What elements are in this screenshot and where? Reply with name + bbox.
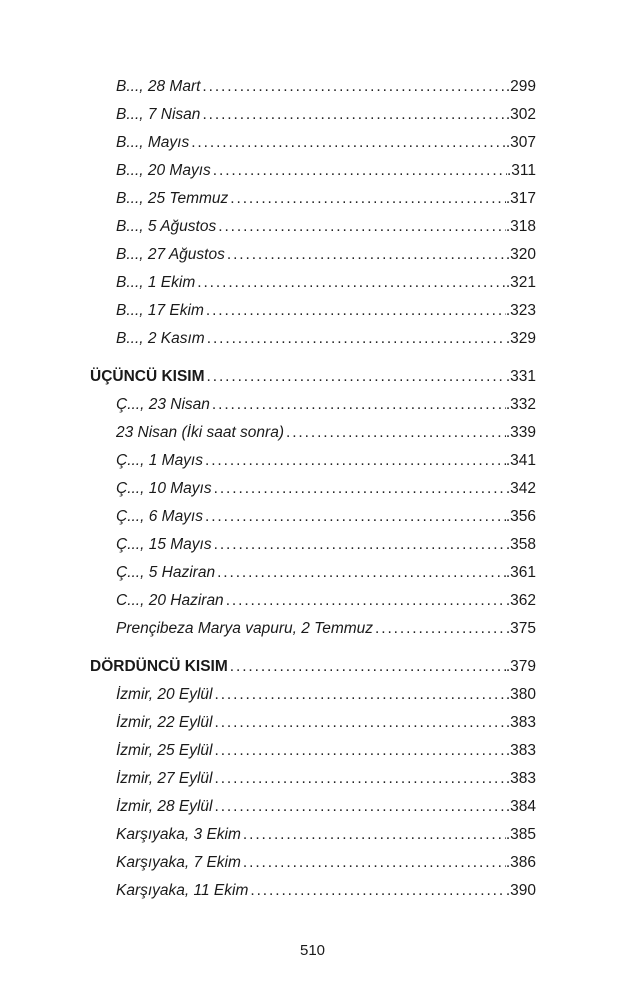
dot-leader	[228, 189, 506, 209]
entry-title: İzmir, 22 Eylül	[116, 714, 213, 731]
entry-page: .323	[505, 302, 536, 319]
dot-leader	[200, 77, 505, 97]
toc-entry	[116, 591, 536, 613]
entry-title: B..., 20 Mayıs	[116, 162, 211, 179]
entry-page: .356	[505, 508, 536, 525]
dot-leader	[211, 161, 507, 181]
dot-leader	[212, 713, 505, 733]
toc-entry	[116, 563, 536, 585]
page-number: 510	[299, 942, 326, 959]
toc-entry	[116, 619, 536, 641]
toc-entry	[116, 797, 536, 819]
part-heading	[90, 657, 536, 679]
part-title: ÜÇÜNCÜ KISIM	[90, 368, 205, 385]
dot-leader	[212, 741, 505, 761]
dot-leader	[228, 657, 506, 677]
toc-entry	[116, 329, 536, 351]
entry-title: Ç..., 1 Mayıs	[116, 452, 203, 469]
entry-page: .342	[505, 480, 536, 497]
entry-page: .320	[505, 246, 536, 263]
entry-page: .390	[505, 882, 536, 899]
dot-leader	[205, 367, 506, 387]
entry-title: İzmir, 25 Eylül	[116, 742, 213, 759]
toc-entry	[116, 77, 536, 99]
entry-page: .318	[505, 218, 536, 235]
entry-page: .341	[505, 452, 536, 469]
dot-leader	[373, 619, 506, 639]
entry-page: .380	[505, 686, 536, 703]
entry-page: .379	[505, 658, 536, 675]
entry-title: B..., 1 Ekim	[116, 274, 196, 291]
toc-entry	[116, 273, 536, 295]
toc-entry	[116, 217, 536, 239]
dot-leader	[189, 133, 506, 153]
toc-entry	[116, 189, 536, 211]
toc-entry	[116, 713, 536, 735]
dot-leader	[200, 105, 505, 125]
entry-title: B..., Mayıs	[116, 134, 190, 151]
entry-title: İzmir, 27 Eylül	[116, 770, 213, 787]
entry-title: Ç..., 23 Nisan	[116, 396, 210, 413]
entry-page: .317	[505, 190, 536, 207]
entry-title: B..., 25 Temmuz	[116, 190, 229, 207]
toc-entry	[116, 741, 536, 763]
entry-page: .331	[505, 368, 536, 385]
toc-entry	[116, 133, 536, 155]
entry-title: İzmir, 20 Eylül	[116, 686, 213, 703]
entry-page: .385	[505, 826, 536, 843]
entry-title: B..., 5 Ağustos	[116, 218, 217, 235]
entry-title: Karşıyaka, 3 Ekim	[116, 826, 241, 843]
toc-entry	[116, 105, 536, 127]
entry-page: .311	[506, 162, 536, 179]
part-heading	[90, 367, 536, 389]
entry-title: B..., 2 Kasım	[116, 330, 205, 347]
entry-page: .362	[505, 592, 536, 609]
entry-title: Karşıyaka, 11 Ekim	[116, 882, 249, 899]
dot-leader	[212, 797, 505, 817]
entry-page: .339	[505, 424, 536, 441]
entry-title: C..., 20 Haziran	[116, 592, 224, 609]
toc-entry	[116, 685, 536, 707]
toc-entry	[116, 535, 536, 557]
toc-entry	[116, 479, 536, 501]
entry-title: Ç..., 5 Haziran	[116, 564, 216, 581]
dot-leader	[204, 301, 506, 321]
dot-leader	[203, 507, 506, 527]
entry-page: .332	[505, 396, 536, 413]
part-title: DÖRDÜNCÜ KISIM	[90, 658, 228, 675]
dot-leader	[215, 563, 506, 583]
toc-entry	[116, 423, 536, 445]
entry-page: .329	[505, 330, 536, 347]
toc-entry	[116, 451, 536, 473]
toc-entry	[116, 301, 536, 323]
entry-title: Ç..., 15 Mayıs	[116, 536, 212, 553]
entry-page: .307	[505, 134, 536, 151]
entry-title: B..., 27 Ağustos	[116, 246, 225, 263]
dot-leader	[195, 273, 506, 293]
entry-page: .383	[505, 770, 536, 787]
dot-leader	[284, 423, 506, 443]
dot-leader	[241, 853, 506, 873]
entry-page: .383	[505, 742, 536, 759]
entry-page: .358	[505, 536, 536, 553]
dot-leader	[224, 591, 506, 611]
entry-page: .386	[505, 854, 536, 871]
entry-page: .384	[505, 798, 536, 815]
entry-title: 23 Nisan (İki saat sonra)	[116, 424, 284, 441]
toc-entry	[116, 507, 536, 529]
entry-page: .361	[505, 564, 536, 581]
entry-page: .302	[505, 106, 536, 123]
toc-entry	[116, 161, 536, 183]
dot-leader	[212, 685, 505, 705]
dot-leader	[205, 329, 506, 349]
entry-title: B..., 28 Mart	[116, 78, 201, 95]
dot-leader	[225, 245, 506, 265]
entry-page: .375	[505, 620, 536, 637]
dot-leader	[212, 479, 506, 499]
entry-title: B..., 7 Nisan	[116, 106, 201, 123]
toc-entry	[116, 245, 536, 267]
dot-leader	[203, 451, 506, 471]
entry-title: Ç..., 6 Mayıs	[116, 508, 203, 525]
entry-page: .383	[505, 714, 536, 731]
entry-title: Karşıyaka, 7 Ekim	[116, 854, 241, 871]
dot-leader	[241, 825, 506, 845]
entry-title: İzmir, 28 Eylül	[116, 798, 213, 815]
dot-leader	[212, 769, 505, 789]
entry-page: .321	[505, 274, 536, 291]
entry-page: .299	[505, 78, 536, 95]
toc-entry	[116, 853, 536, 875]
entry-title: B..., 17 Ekim	[116, 302, 204, 319]
dot-leader	[212, 535, 506, 555]
toc-entry	[116, 881, 536, 903]
entry-title: Prençibeza Marya vapuru, 2 Temmuz	[116, 620, 374, 637]
dot-leader	[210, 395, 506, 415]
dot-leader	[248, 881, 505, 901]
dot-leader	[216, 217, 506, 237]
entry-title: Ç..., 10 Mayıs	[116, 480, 212, 497]
toc-entry	[116, 769, 536, 791]
toc-entry	[116, 395, 536, 417]
toc-entry	[116, 825, 536, 847]
